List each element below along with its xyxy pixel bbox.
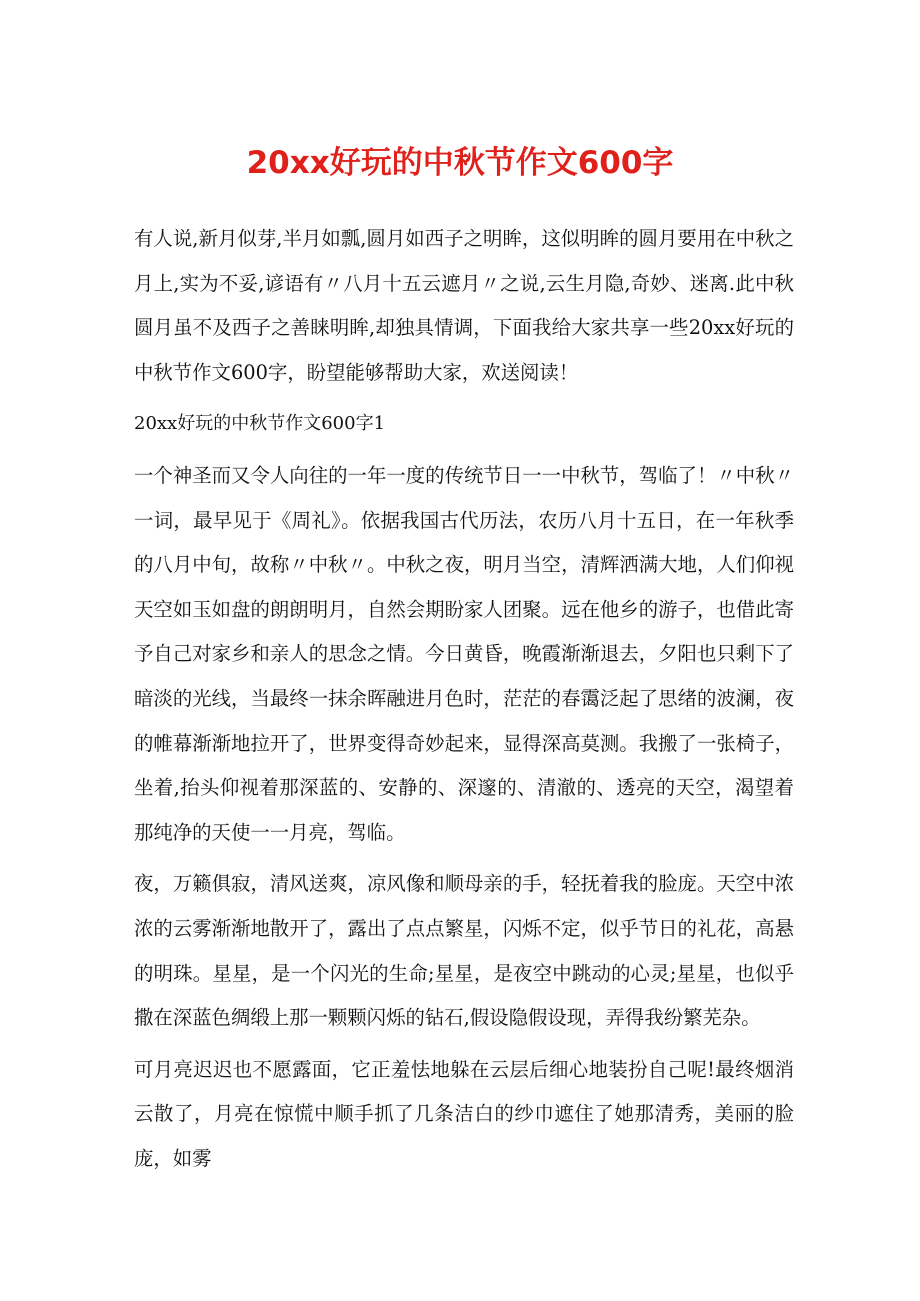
body-paragraph-3: 可月亮迟迟也不愿露面，它正羞怯地躲在云层后细心地装扮自己呢!最终烟消云散了，月亮在惊慌中顺手抓了几条洁白的纱巾遮住了她那清秀，美丽的脸庞，如雾 (134, 1057, 794, 1170)
document-body (134, 217, 794, 1188)
body-paragraph-1: 一个神圣而又令人向往的一年一度的传统节日一一中秋节，驾临了！〃中秋〃一词，最早见于《周礼》。依据我国古代历法，农历八月十五日，在一年秋季的八月中旬，故称〃中秋〃。中秋之夜，明月当空，清辉洒满大地，人们仰视天空如玉如盘的朗朗明月，自然会期盼家人团聚。远在他乡的游子，也借此寄予自己对家乡和亲人的思念之情。今日黄昏，晚霞渐渐退去，夕阳也只剩下了暗淡的光线，当最终一抹余晖融进月色时，茫茫的春霭泛起了思绪的波澜，夜的帷幕渐渐地拉开了，世界变得奇妙起来，显得深高莫测。我搬了一张椅子，坐着,抬头仰视着那深蓝的、安静的、深邃的、清澈的、透亮的天空，渴望着那纯净的天使一一月亮，驾临。 (134, 463, 794, 844)
body-paragraph-2: 夜，万籁俱寂，清风送爽，凉风像和顺母亲的手，轻抚着我的脸庞。天空中浓浓的云雾渐渐地散开了，露出了点点繁星，闪烁不定，似乎节日的礼花，高悬的明珠。星星，是一个闪光的生命;星星，是夜空中跳动的心灵;星星，也似乎撒在深蓝色绸缎上那一颗颗闪烁的钻石,假设隐假设现，弄得我纷繁芜杂。 (134, 872, 794, 1030)
section-heading: 20xx好玩的中秋节作文600字1 (134, 413, 386, 435)
document-title: 20xx好玩的中秋节作文600字 (246, 145, 674, 181)
intro-paragraph: 有人说,新月似芽,半月如瓢,圆月如西子之明眸，这似明眸的圆月要用在中秋之月上,实为不妥,谚语有〃八月十五云遮月〃之说,云生月隐,奇妙、迷离.此中秋圆月虽不及西子之善睐明眸,却独具情调，下面我给大家共享一些20xx好玩的中秋节作文600字，盼望能够帮助大家，欢送阅读！ (134, 227, 794, 384)
